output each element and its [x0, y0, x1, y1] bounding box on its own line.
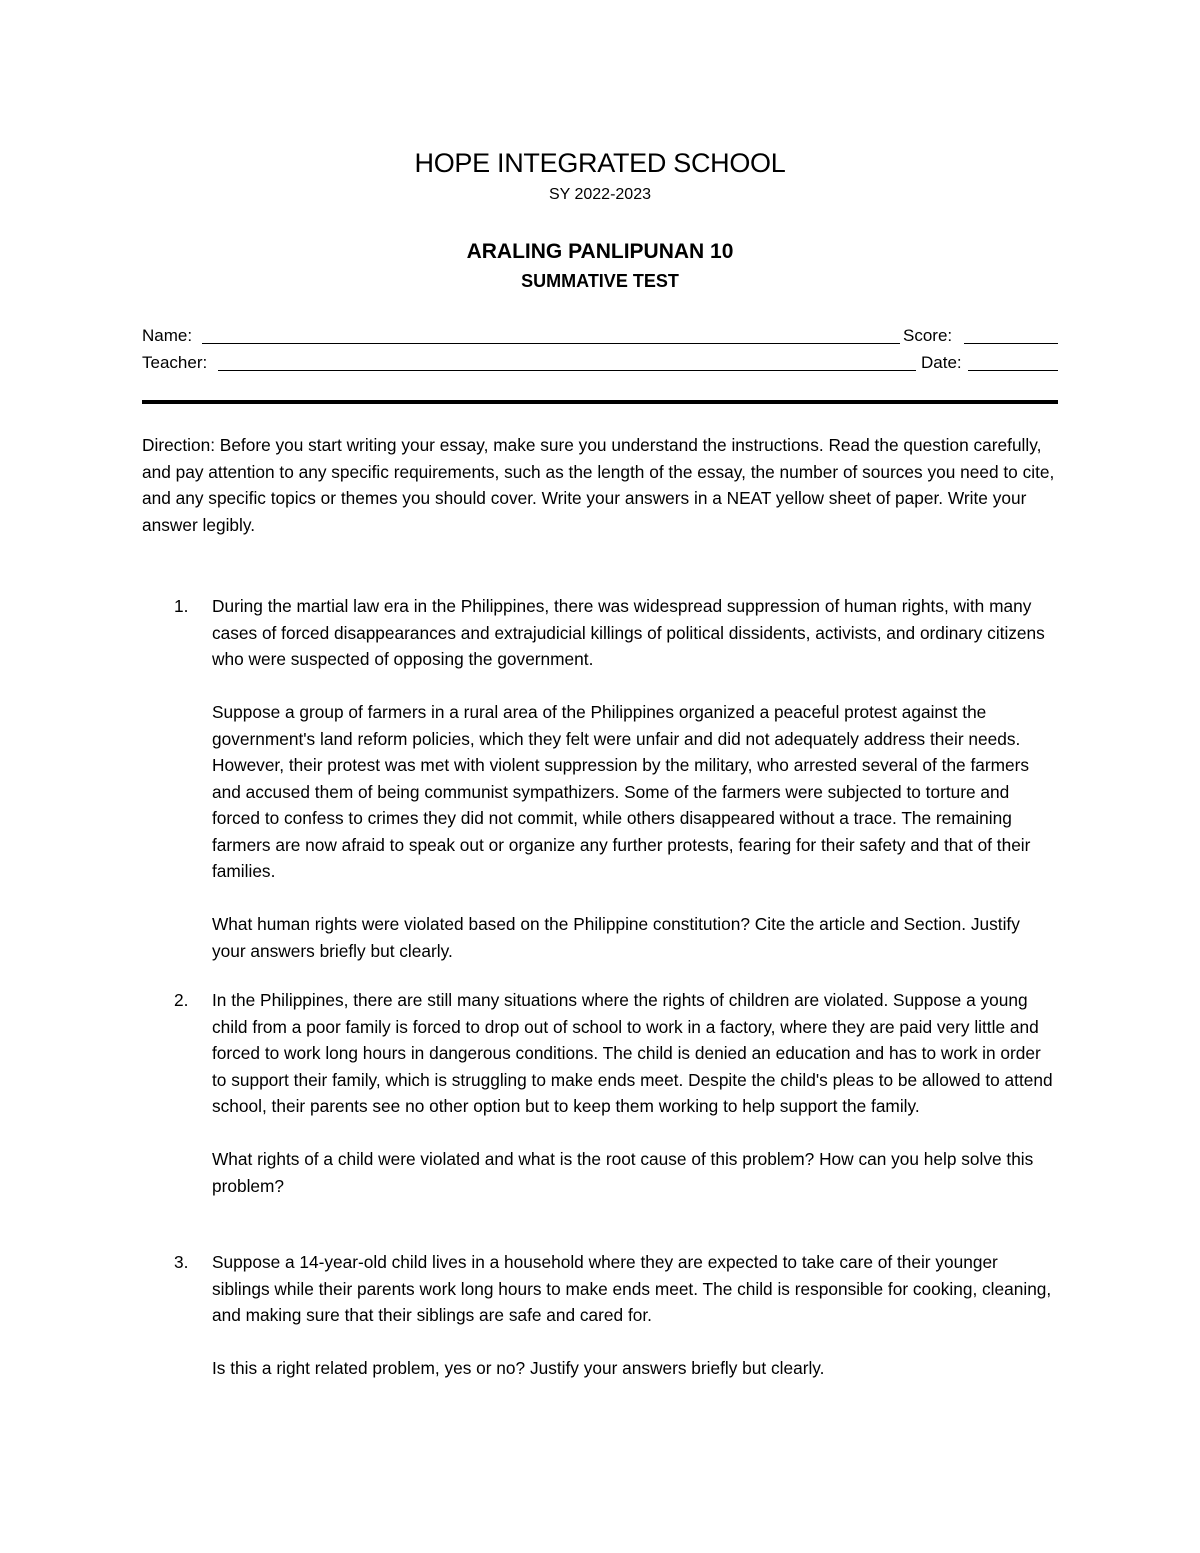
question-prompt: What human rights were violated based on the Philippine constitution? Cite the article and Section. Justify your answers briefly but clearly.: [212, 914, 1020, 961]
score-label: Score:: [903, 326, 953, 345]
score-field[interactable]: [964, 343, 1058, 344]
question-prompt: Is this a right related problem, yes or no? Justify your answers briefly but clearly.: [212, 1358, 825, 1378]
school-name: HOPE INTEGRATED SCHOOL: [414, 148, 786, 178]
directions-paragraph: Direction: Before you start writing your essay, make sure you understand the instructions. Read the question carefully, and pay attention to any specific requirements, such as the length of the essay, the number of sources you need to cite, and any specific topics or themes you should cover. Write your answers in a NEAT yellow sheet of paper. Write your answer legibly.: [142, 435, 1055, 535]
question-prompt: What rights of a child were violated and what is the root cause of this problem? How can you help solve this problem?: [212, 1149, 1034, 1196]
subject-title: ARALING PANLIPUNAN 10: [466, 240, 734, 263]
name-field[interactable]: [202, 343, 900, 344]
question-3: [142, 1249, 1058, 1382]
teacher-label: Teacher:: [142, 353, 208, 372]
question-number: 2.: [174, 990, 189, 1010]
school-year: SY 2022-2023: [548, 186, 651, 203]
name-score-row: [142, 324, 1058, 348]
test-type: SUMMATIVE TEST: [521, 271, 679, 291]
question-number: 3.: [174, 1252, 189, 1272]
question-2: [142, 987, 1058, 1199]
teacher-date-row: [142, 351, 1058, 375]
question-paragraph: During the martial law era in the Philippines, there was widespread suppression of human rights, with many cases of forced disappearances and extrajudicial killings of political dissidents, activists, and ordinary citizens who were suspected of opposing the government.: [212, 596, 1045, 669]
question-paragraph: In the Philippines, there are still many situations where the rights of children are violated. Suppose a young child from a poor family is forced to drop out of school to work in a factory, where they are paid very little and forced to work long hours in dangerous conditions. The child is denied an education and has to work in order to support their family, which is struggling to make ends meet. Despite the child's pleas to be allowed to attend school, their parents see no other option but to keep them working to help support the family.: [212, 990, 1053, 1116]
header-divider: [142, 400, 1058, 404]
name-label: Name:: [142, 326, 193, 345]
question-paragraph: Suppose a group of farmers in a rural area of the Philippines organized a peaceful protest against the government's land reform policies, which they felt were unfair and did not adequately address their needs. However, their protest was met with violent suppression by the military, who arrested several of the farmers and accused them of being communist sympathizers. Some of the farmers were subjected to torture and forced to confess to crimes they did not commit, while others disappeared without a trace. The remaining farmers are now afraid to speak out or organize any further protests, fearing for their safety and that of their families.: [212, 702, 1031, 881]
question-1: [142, 593, 1058, 964]
question-paragraph: Suppose a 14-year-old child lives in a household where they are expected to take care of their younger siblings while their parents work long hours to make ends meet. The child is responsible for cooking, cleaning, and making sure that their siblings are safe and cared for.: [212, 1252, 1052, 1325]
date-field[interactable]: [968, 370, 1058, 371]
question-number: 1.: [174, 596, 189, 616]
date-label: Date:: [921, 353, 962, 372]
teacher-field[interactable]: [218, 370, 916, 371]
